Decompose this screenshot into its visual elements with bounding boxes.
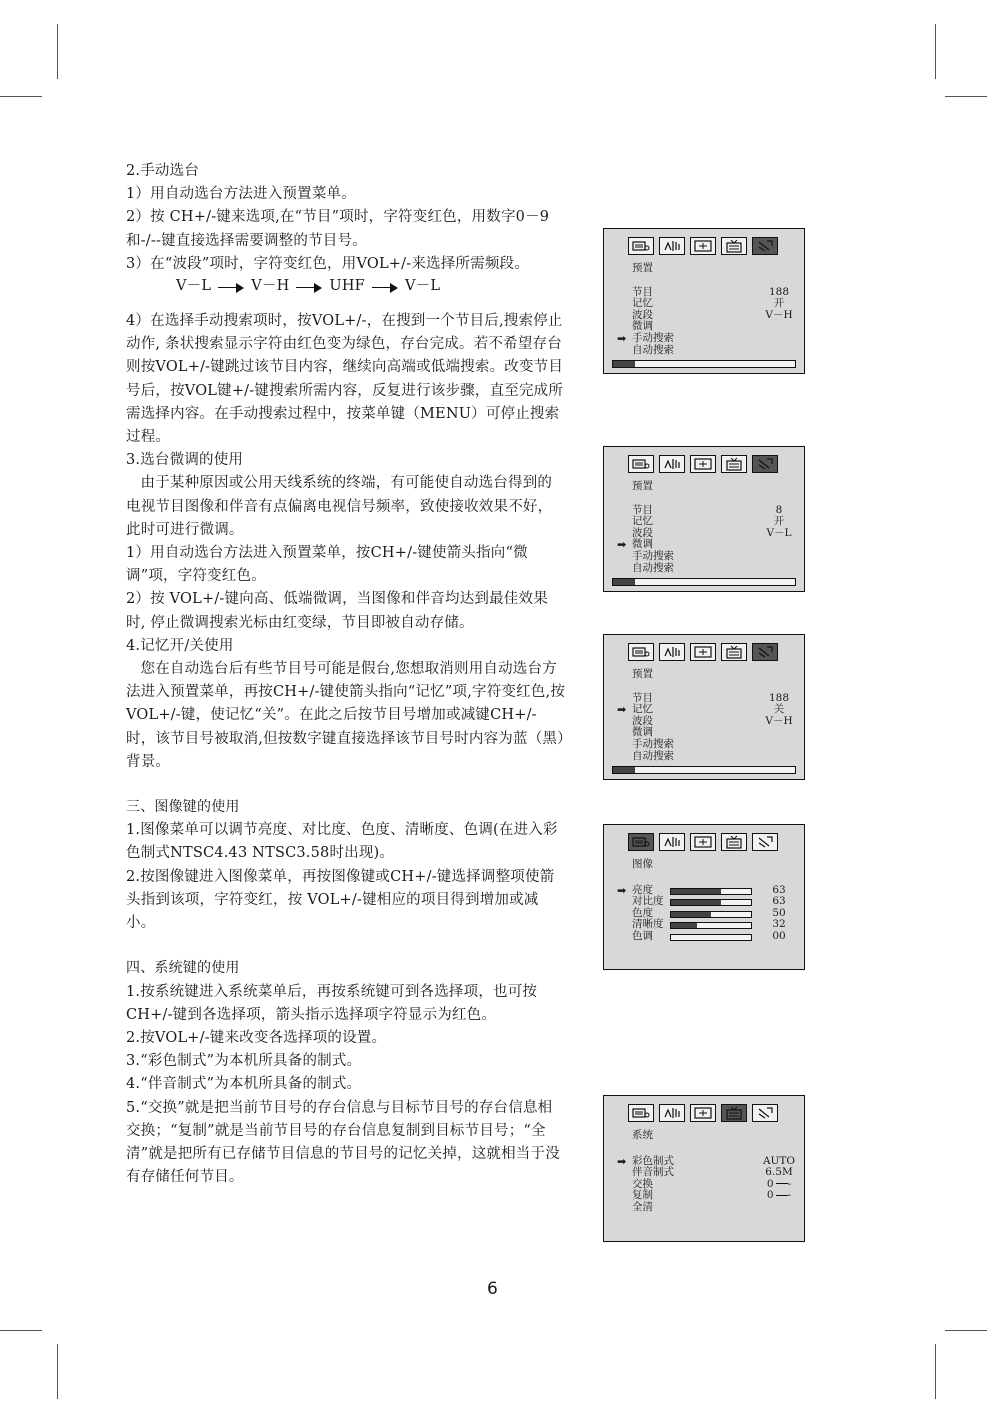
level-bar xyxy=(670,888,752,895)
osd-row-value: V－L xyxy=(766,526,792,539)
section-heading: 四、系统键的使用 xyxy=(126,960,240,977)
paragraph: 由于某种原因或公用天线系统的终端，有可能使自动选台得到的电视节目图像和伴音有点偏离电视信号频率，致使接收效果不好，此时可进行微调。 xyxy=(126,475,553,538)
paragraph: 1.图像菜单可以调节亮度、对比度、色度、清晰度、色调(在进入彩色制式NTSC4.43 NTSC3.58时出现)。 xyxy=(126,822,558,862)
osd-row-label: 波段 xyxy=(632,308,653,321)
band-label: V－L xyxy=(176,278,212,295)
system-menu-icon[interactable] xyxy=(721,237,747,255)
osd-row-label: 交换 xyxy=(632,1177,653,1190)
osd-menu-row[interactable] xyxy=(632,1167,804,1179)
osd-row-label: 节目 xyxy=(632,503,653,516)
paragraph: 1）用自动选台方法进入预置菜单，按CH+/-键使箭头指向“微调”项，字符变红色。 xyxy=(126,545,528,585)
osd-row-value: 0 - xyxy=(766,1177,792,1190)
osd-row-value: 0 - xyxy=(766,1189,792,1202)
paragraph: 1.按系统键进入系统菜单后，再按系统键可到各选择项，也可按CH+/-键到各选择项，箭头指示选择项字符显示为红色。 xyxy=(126,983,538,1023)
osd-menu-title: 预置 xyxy=(632,668,653,680)
osd-row-label: 伴音制式 xyxy=(632,1166,674,1179)
osd-menu-row[interactable] xyxy=(632,345,804,357)
picture-menu-icon[interactable] xyxy=(628,643,654,661)
osd-row-value: 32 xyxy=(772,918,786,931)
function-menu-icon[interactable] xyxy=(690,455,716,473)
paragraph: 4.“伴音制式”为本机所具备的制式。 xyxy=(126,1076,362,1093)
crop-mark xyxy=(935,24,936,79)
osd-menu-title: 图像 xyxy=(632,858,653,870)
osd-row-value: 开 xyxy=(773,297,785,310)
picture-menu-icon[interactable] xyxy=(628,1104,654,1122)
crop-mark xyxy=(57,24,58,79)
osd-row-label: 自动搜索 xyxy=(632,561,674,574)
preset-menu-icon[interactable] xyxy=(659,237,685,255)
paragraph: 4）在选择手动搜索项时，按VOL+/-，在搜到一个节目后,搜索停止动作, 条状搜索显示字符由红色变为绿色，存台完成。若不希望存台则按VOL+/-键跳过该节目内容，继续向高端或低端搜索。改变节目号后，按VOL键+/-键搜索所需内容，反复进行该步骤，直至完成所需选择内容。在手动搜索过程中，按菜单键（MENU）可停止搜索过程。 xyxy=(126,313,564,446)
osd-row-label: 自动搜索 xyxy=(632,343,674,356)
osd-row-value: 关 xyxy=(773,703,785,716)
osd-icon-bar xyxy=(604,825,804,851)
pointer-arrow-icon: ➡ xyxy=(617,538,627,552)
pointer-arrow-icon: ➡ xyxy=(617,703,627,717)
osd-menu-row[interactable] xyxy=(632,1190,804,1202)
crop-mark xyxy=(935,1344,936,1399)
osd-row-value: 188 xyxy=(768,691,790,704)
osd-row-value: 开 xyxy=(773,515,785,528)
osd-row-value: 00 xyxy=(772,929,786,942)
function-menu-icon[interactable] xyxy=(690,237,716,255)
band-label: V－L xyxy=(404,278,441,295)
system-menu-icon[interactable] xyxy=(721,833,747,851)
osd-row-label: 节目 xyxy=(632,691,653,704)
osd-row-label: 清晰度 xyxy=(632,918,664,931)
osd-row-value: 63 xyxy=(772,883,786,896)
osd-menu-row[interactable] xyxy=(632,1179,804,1191)
osd-row-value: V－H xyxy=(765,714,793,727)
section-title: 2.手动选台 xyxy=(126,163,200,179)
osd-row-label: 手动搜索 xyxy=(632,331,674,344)
paragraph: 3.“彩色制式”为本机所具备的制式。 xyxy=(126,1053,362,1070)
osd-icon-bar xyxy=(604,447,804,473)
osd-row-label: 手动搜索 xyxy=(632,737,674,750)
osd-row-label: 微调 xyxy=(632,320,653,333)
text-column xyxy=(126,160,566,1189)
settings-menu-icon[interactable] xyxy=(752,1104,778,1122)
pointer-arrow-icon: ➡ xyxy=(617,331,627,345)
osd-menu-title: 预置 xyxy=(632,262,653,274)
system-menu-icon[interactable] xyxy=(721,643,747,661)
crop-mark xyxy=(945,1330,987,1331)
preset-menu-icon[interactable] xyxy=(659,1104,685,1122)
swap-arrow-icon xyxy=(776,1183,788,1184)
osd-menu-row[interactable] xyxy=(632,739,804,751)
osd-row-label: 复制 xyxy=(632,1189,653,1202)
osd-preset-menu xyxy=(603,446,805,592)
osd-menu-row[interactable] xyxy=(632,528,804,540)
osd-row-label: 微调 xyxy=(632,538,653,551)
pointer-arrow-icon: ➡ xyxy=(617,883,627,897)
function-menu-icon[interactable] xyxy=(690,833,716,851)
level-bar xyxy=(670,934,752,941)
osd-row-label: 亮度 xyxy=(632,883,653,896)
osd-row-label: 波段 xyxy=(632,526,653,539)
osd-row-value: AUTO xyxy=(762,1154,796,1167)
picture-menu-icon[interactable] xyxy=(628,237,654,255)
osd-row-label: 记忆 xyxy=(632,297,653,310)
paragraph: 2）按 VOL+/-键向高、低端微调，当图像和伴音均达到最佳效果时, 停止微调搜索光标由红变绿，节目即被自动存储。 xyxy=(126,591,548,631)
band-label: UHF xyxy=(329,278,365,295)
osd-row-label: 波段 xyxy=(632,714,653,727)
osd-row-value: 6.5M xyxy=(765,1166,793,1179)
system-menu-icon[interactable] xyxy=(721,1104,747,1122)
osd-system-menu xyxy=(603,1095,805,1242)
osd-menu-row[interactable] xyxy=(632,551,804,563)
search-progress-bar xyxy=(612,766,796,774)
osd-row-label: 彩色制式 xyxy=(632,1154,674,1167)
osd-row-value: 50 xyxy=(772,906,786,919)
function-menu-icon[interactable] xyxy=(690,1104,716,1122)
band-flow xyxy=(126,276,566,298)
osd-icon-bar xyxy=(604,229,804,255)
section-title: 4.记忆开/关使用 xyxy=(126,637,234,654)
paragraph: 2）按 CH+/-键来选项,在“节目”项时，字符变红色，用数字0－9和-/--键直接选择需要调整的节目号。 xyxy=(126,209,550,249)
osd-row-label: 色调 xyxy=(632,929,653,942)
section-heading: 三、图像键的使用 xyxy=(126,799,240,816)
paragraph: 您在自动选台后有些节目号可能是假台,您想取消则用自动选台方法进入预置菜单，再按CH+/-键使箭头指向“记忆”项,字符变红色,按 VOL+/-键，使记忆“关”。在此之后按节目号增加或减键CH+/-时，该节目号被取消,但按数字键直接选择该节目号时内容为蓝（黑）背景。 xyxy=(126,661,566,770)
arrow-right-icon xyxy=(372,283,398,292)
osd-menu-title: 系统 xyxy=(632,1129,653,1141)
arrow-right-icon xyxy=(296,283,322,292)
osd-row-label: 记忆 xyxy=(632,703,653,716)
osd-row-value: 188 xyxy=(768,285,790,298)
pointer-arrow-icon: ➡ xyxy=(617,1154,627,1168)
osd-row-value: 63 xyxy=(772,895,786,908)
search-progress-bar xyxy=(612,360,796,368)
paragraph: 1）用自动选台方法进入预置菜单。 xyxy=(126,186,356,203)
crop-mark xyxy=(0,1330,42,1331)
osd-menu-row[interactable] xyxy=(632,716,804,728)
osd-menu-row[interactable] xyxy=(632,563,804,575)
paragraph: 3）在“波段”项时，字符变红色，用VOL+/-来选择所需频段。 xyxy=(126,255,529,272)
swap-arrow-icon xyxy=(776,1195,788,1196)
settings-menu-icon[interactable] xyxy=(752,237,778,255)
osd-row-label: 记忆 xyxy=(632,515,653,528)
arrow-right-icon xyxy=(218,283,244,292)
picture-menu-icon[interactable] xyxy=(628,833,654,851)
osd-row-value: V－H xyxy=(765,308,793,321)
osd-icon-bar xyxy=(604,1096,804,1122)
paragraph: 2.按图像键进入图像菜单，再按图像键或CH+/-键选择调整项使箭头指到该项，字符变红，按 VOL+/-键相应的项目得到增加或减小。 xyxy=(126,868,555,932)
osd-row-label: 全清 xyxy=(632,1200,653,1213)
band-label: V－H xyxy=(251,278,290,295)
osd-menu-title: 预置 xyxy=(632,480,653,492)
paragraph: 5.“交换”就是把当前节目号的存台信息与目标节目号的存台信息相交换；“复制”就是当前节目号的存台信息复制到目标节目号；“全清”就是把所有已存储节目信息的节目号的记忆关掉，这就相当于没有存储任何节目。 xyxy=(126,1099,560,1186)
crop-mark xyxy=(0,96,42,97)
search-progress-bar xyxy=(612,578,796,586)
settings-menu-icon[interactable] xyxy=(752,643,778,661)
osd-menu-row[interactable] xyxy=(632,751,804,763)
osd-menu-row[interactable] xyxy=(632,1202,804,1214)
osd-row-label: 节目 xyxy=(632,285,653,298)
section-title: 3.选台微调的使用 xyxy=(126,452,244,469)
level-bar xyxy=(670,911,752,918)
osd-menu-row[interactable] xyxy=(632,931,804,943)
osd-row-label: 对比度 xyxy=(632,895,664,908)
osd-row-label: 色度 xyxy=(632,906,653,919)
picture-menu-icon[interactable] xyxy=(628,455,654,473)
osd-row-label: 微调 xyxy=(632,726,653,739)
osd-preset-menu xyxy=(603,228,805,374)
level-bar xyxy=(670,899,752,906)
system-menu-icon[interactable] xyxy=(721,455,747,473)
osd-menu-row[interactable] xyxy=(632,310,804,322)
preset-menu-icon[interactable] xyxy=(659,643,685,661)
osd-icon-bar xyxy=(604,635,804,661)
preset-menu-icon[interactable] xyxy=(659,833,685,851)
crop-mark xyxy=(945,96,987,97)
page-number: 6 xyxy=(487,1279,498,1299)
crop-mark xyxy=(57,1344,58,1399)
settings-menu-icon[interactable] xyxy=(752,833,778,851)
osd-menu-row[interactable] xyxy=(617,331,804,345)
settings-menu-icon[interactable] xyxy=(752,455,778,473)
function-menu-icon[interactable] xyxy=(690,643,716,661)
preset-menu-icon[interactable] xyxy=(659,455,685,473)
osd-preset-menu xyxy=(603,634,805,780)
osd-row-value: 8 xyxy=(775,503,783,516)
paragraph: 2.按VOL+/-键来改变各选择项的设置。 xyxy=(126,1029,387,1046)
osd-row-label: 自动搜索 xyxy=(632,749,674,762)
level-bar xyxy=(670,922,752,929)
osd-row-label: 手动搜索 xyxy=(632,549,674,562)
osd-picture-menu xyxy=(603,824,805,970)
